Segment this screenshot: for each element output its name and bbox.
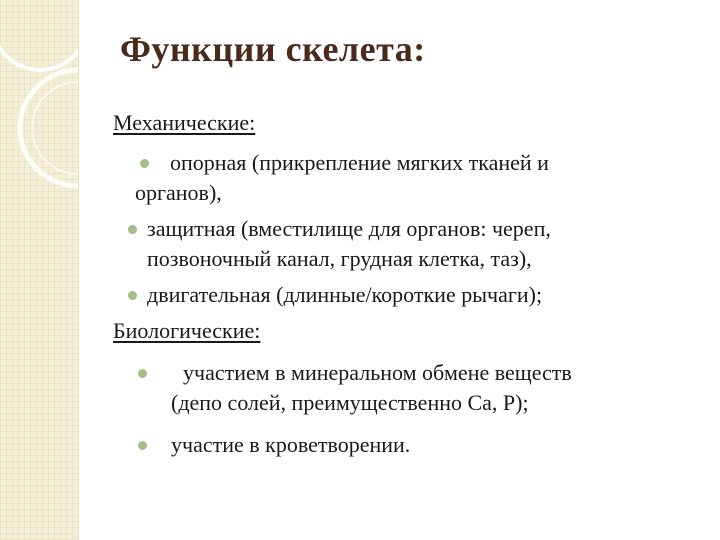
list-item-line: участие в кроветворении. [171,432,411,457]
slide-content [113,108,690,460]
bullet-icon [138,441,147,450]
list-item-line: участием в минеральном обмене веществ [183,360,572,385]
list-item [113,214,690,274]
section-heading-biological: Биологические: [113,318,261,343]
list-item-line: опорная (прикрепление мягких тканей и [170,150,549,175]
list-item-line: органов), [135,180,222,205]
decorative-circles [0,0,78,540]
list-item-line: двигательная (длинные/короткие рычаги); [147,282,543,307]
list-item-line: (депо солей, преимущественно Са, Р); [171,390,529,415]
list-item [113,148,690,208]
side-band-edge [78,0,79,540]
section-heading-mechanical: Механические: [113,110,256,135]
decorative-side-band [0,0,78,540]
list-item-line: позвоночный канал, грудная клетка, таз), [147,246,532,271]
list-item-line: защитная (вместилище для органов: череп, [147,216,551,241]
list-item [113,358,690,418]
bullet-icon [140,159,149,168]
list-item [113,430,690,460]
bullet-icon [128,291,137,300]
list-item [113,280,690,310]
bullet-icon [138,369,147,378]
bullet-icon [128,225,137,234]
slide-title: Функции скелета: [120,29,426,69]
